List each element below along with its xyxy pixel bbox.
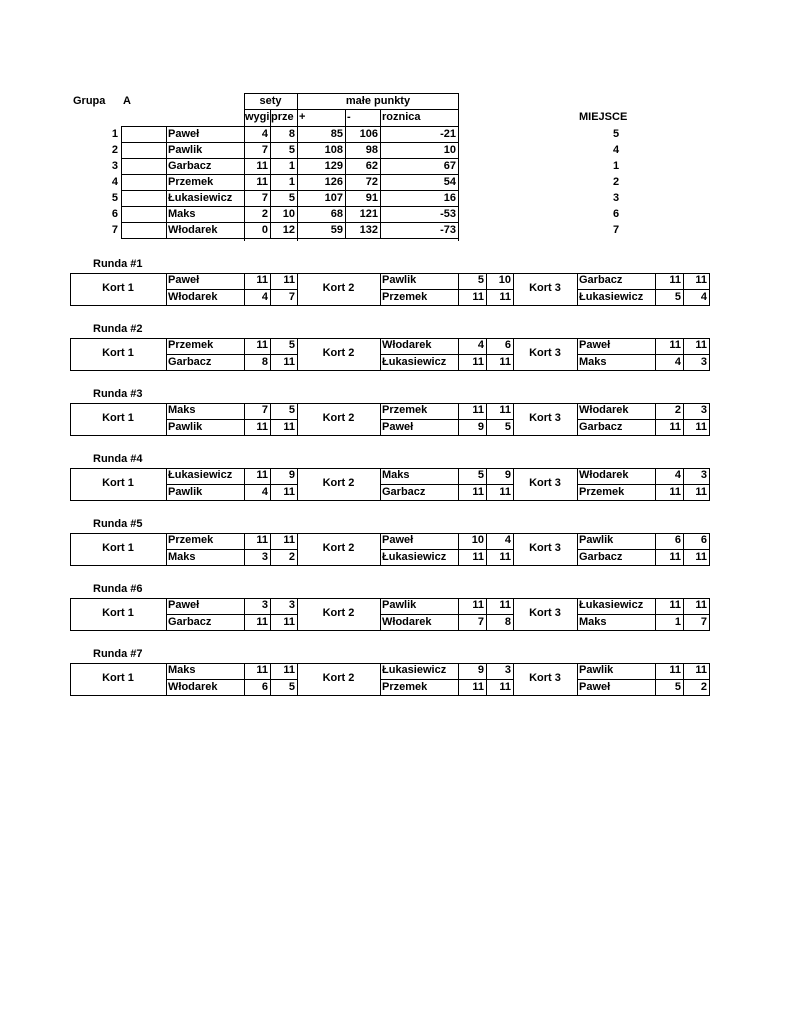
points-minus: 106	[359, 128, 378, 140]
sets-lost: 12	[282, 224, 295, 236]
set-score: 11	[499, 356, 511, 368]
grid-line	[166, 126, 167, 239]
match-player: Pawlik	[579, 534, 614, 546]
set-score: 8	[504, 616, 511, 628]
place-value: 3	[612, 192, 620, 204]
round-title: Runda #1	[93, 258, 143, 270]
court-label: Kort 3	[529, 672, 561, 684]
points-diff: 10	[443, 144, 456, 156]
set-score: 5	[477, 469, 484, 481]
court-label: Kort 1	[102, 477, 134, 489]
standing-number: 1	[111, 128, 118, 140]
court-label: Kort 1	[102, 282, 134, 294]
sets-won: 2	[261, 208, 268, 220]
set-score: 11	[695, 421, 707, 433]
points-diff: -73	[440, 224, 456, 236]
points-plus: 107	[324, 192, 343, 204]
set-score: 11	[669, 486, 681, 498]
set-score: 11	[283, 534, 295, 546]
set-score: 11	[472, 356, 484, 368]
match-player: Paweł	[382, 421, 414, 433]
points-plus: 108	[324, 144, 343, 156]
set-score: 11	[256, 664, 268, 676]
sets-lost: 8	[288, 128, 295, 140]
set-score: 11	[283, 486, 295, 498]
match-player: Maks	[168, 551, 196, 563]
set-score: 11	[472, 486, 484, 498]
sets-won: 11	[256, 160, 268, 172]
sets-won: 11	[256, 176, 268, 188]
match-player: Garbacz	[168, 616, 212, 628]
court-label: Kort 1	[102, 542, 134, 554]
court-label: Kort 1	[102, 347, 134, 359]
set-score: 11	[283, 616, 295, 628]
lost-header: prze	[271, 111, 294, 123]
set-score: 4	[700, 291, 707, 303]
grid-line	[121, 222, 459, 223]
sets-lost: 5	[288, 144, 295, 156]
set-score: 5	[674, 291, 681, 303]
set-score: 5	[288, 681, 295, 693]
plus-header: +	[299, 111, 306, 123]
match-player: Łukasiewicz	[579, 599, 644, 611]
match-player: Przemek	[382, 291, 428, 303]
points-minus: 98	[365, 144, 378, 156]
points-plus: 126	[324, 176, 343, 188]
set-score: 11	[695, 664, 707, 676]
round-title: Runda #6	[93, 583, 143, 595]
court-label: Kort 2	[322, 542, 355, 554]
set-score: 6	[261, 681, 268, 693]
match-player: Łukasiewicz	[382, 551, 447, 563]
points-minus: 91	[365, 192, 378, 204]
set-score: 4	[504, 534, 511, 546]
sets-lost: 10	[282, 208, 295, 220]
standing-number: 4	[111, 176, 118, 188]
set-score: 11	[472, 404, 484, 416]
court-label: Kort 2	[322, 412, 355, 424]
player-name: Maks	[168, 208, 196, 220]
grid-line	[121, 206, 459, 207]
grid-line	[709, 403, 710, 436]
match-player: Garbacz	[579, 551, 623, 563]
set-score: 4	[261, 291, 268, 303]
match-player: Garbacz	[579, 421, 623, 433]
grid-line	[121, 158, 459, 159]
match-player: Włodarek	[579, 404, 629, 416]
set-score: 11	[472, 551, 484, 563]
set-score: 11	[669, 421, 681, 433]
place-value: 1	[612, 160, 620, 172]
set-score: 3	[261, 599, 268, 611]
points-plus: 85	[330, 128, 343, 140]
set-score: 11	[256, 339, 268, 351]
set-score: 11	[283, 274, 295, 286]
group-name: A	[123, 95, 131, 107]
set-score: 3	[700, 404, 707, 416]
match-player: Paweł	[168, 599, 200, 611]
set-score: 3	[700, 356, 707, 368]
set-score: 9	[477, 421, 484, 433]
set-score: 7	[700, 616, 707, 628]
sets-header: sety	[259, 95, 282, 107]
set-score: 11	[256, 534, 268, 546]
match-player: Włodarek	[168, 681, 218, 693]
standing-number: 7	[111, 224, 118, 236]
match-player: Przemek	[579, 486, 625, 498]
set-score: 4	[261, 486, 268, 498]
match-player: Pawlik	[579, 664, 614, 676]
set-score: 9	[288, 469, 295, 481]
set-score: 11	[669, 551, 681, 563]
set-score: 4	[674, 469, 681, 481]
set-score: 5	[477, 274, 484, 286]
match-player: Paweł	[579, 681, 611, 693]
points-plus: 129	[324, 160, 343, 172]
set-score: 5	[288, 404, 295, 416]
set-score: 7	[261, 404, 268, 416]
set-score: 5	[288, 339, 295, 351]
match-player: Przemek	[382, 404, 428, 416]
set-score: 3	[288, 599, 295, 611]
set-score: 5	[674, 681, 681, 693]
set-score: 11	[256, 274, 268, 286]
match-player: Przemek	[382, 681, 428, 693]
sets-won: 7	[261, 192, 268, 204]
match-player: Garbacz	[382, 486, 426, 498]
court-label: Kort 1	[102, 412, 134, 424]
place-value: 5	[612, 128, 620, 140]
points-diff: 16	[443, 192, 456, 204]
set-score: 7	[477, 616, 484, 628]
player-name: Paweł	[168, 128, 200, 140]
sets-won: 4	[261, 128, 268, 140]
court-label: Kort 2	[322, 282, 355, 294]
match-player: Łukasiewicz	[382, 664, 447, 676]
match-player: Maks	[579, 356, 607, 368]
place-value: 7	[612, 224, 620, 236]
court-label: Kort 2	[322, 347, 355, 359]
set-score: 11	[499, 551, 511, 563]
grid-line	[121, 174, 459, 175]
standing-number: 6	[111, 208, 118, 220]
match-player: Włodarek	[168, 291, 218, 303]
set-score: 8	[261, 356, 268, 368]
court-label: Kort 3	[529, 477, 561, 489]
set-score: 11	[695, 339, 707, 351]
set-score: 9	[504, 469, 511, 481]
grid-line	[709, 468, 710, 501]
points-diff: -21	[440, 128, 456, 140]
set-score: 3	[261, 551, 268, 563]
court-label: Kort 3	[529, 347, 561, 359]
match-player: Maks	[382, 469, 410, 481]
grid-line	[709, 338, 710, 371]
court-label: Kort 3	[529, 412, 561, 424]
grid-line	[121, 142, 459, 143]
set-score: 11	[695, 599, 707, 611]
points-diff: 54	[443, 176, 456, 188]
grid-line	[709, 663, 710, 696]
set-score: 11	[499, 486, 511, 498]
place-header: MIEJSCE	[579, 111, 628, 123]
court-label: Kort 2	[322, 607, 355, 619]
set-score: 2	[674, 404, 681, 416]
court-label: Kort 1	[102, 672, 134, 684]
round-title: Runda #4	[93, 453, 143, 465]
match-player: Łukasiewicz	[382, 356, 447, 368]
set-score: 4	[674, 356, 681, 368]
match-player: Maks	[579, 616, 607, 628]
sets-won: 7	[261, 144, 268, 156]
set-score: 11	[283, 356, 295, 368]
set-score: 11	[472, 599, 484, 611]
court-label: Kort 2	[322, 672, 355, 684]
set-score: 10	[498, 274, 511, 286]
sets-lost: 1	[288, 160, 295, 172]
player-name: Przemek	[168, 176, 214, 188]
set-score: 11	[499, 291, 511, 303]
set-score: 2	[288, 551, 295, 563]
group-label: Grupa	[73, 95, 106, 107]
grid-line	[270, 109, 271, 126]
sets-won: 0	[261, 224, 268, 236]
match-player: Maks	[168, 404, 196, 416]
standing-number: 2	[111, 144, 118, 156]
match-player: Garbacz	[168, 356, 212, 368]
court-label: Kort 1	[102, 607, 134, 619]
set-score: 11	[669, 339, 681, 351]
match-player: Pawlik	[382, 599, 417, 611]
points-diff: 67	[443, 160, 456, 172]
match-player: Przemek	[168, 339, 214, 351]
grid-line	[121, 238, 459, 239]
sets-lost: 5	[288, 192, 295, 204]
points-minus: 121	[359, 208, 378, 220]
match-player: Maks	[168, 664, 196, 676]
set-score: 11	[256, 616, 268, 628]
set-score: 10	[471, 534, 484, 546]
standing-number: 3	[111, 160, 118, 172]
match-player: Przemek	[168, 534, 214, 546]
points-diff: -53	[440, 208, 456, 220]
set-score: 11	[669, 274, 681, 286]
round-title: Runda #7	[93, 648, 143, 660]
sets-lost: 1	[288, 176, 295, 188]
set-score: 6	[504, 339, 511, 351]
player-name: Pawlik	[168, 144, 203, 156]
place-value: 2	[612, 176, 620, 188]
small-points-header: małe punkty	[345, 95, 411, 107]
set-score: 11	[283, 664, 295, 676]
match-player: Łukasiewicz	[579, 291, 644, 303]
match-player: Pawlik	[168, 486, 203, 498]
points-minus: 132	[359, 224, 378, 236]
match-player: Pawlik	[382, 274, 417, 286]
court-label: Kort 3	[529, 607, 561, 619]
match-player: Garbacz	[579, 274, 623, 286]
court-label: Kort 2	[322, 477, 355, 489]
grid-line	[121, 126, 459, 127]
set-score: 11	[499, 404, 511, 416]
grid-line	[345, 126, 346, 239]
set-score: 9	[477, 664, 484, 676]
set-score: 4	[477, 339, 484, 351]
player-name: Włodarek	[168, 224, 218, 236]
round-title: Runda #3	[93, 388, 143, 400]
standing-number: 5	[111, 192, 118, 204]
points-plus: 59	[330, 224, 343, 236]
grid-line	[270, 126, 271, 239]
match-player: Paweł	[168, 274, 200, 286]
set-score: 11	[472, 681, 484, 693]
grid-line	[121, 190, 459, 191]
set-score: 11	[472, 291, 484, 303]
set-score: 7	[288, 291, 295, 303]
match-player: Włodarek	[382, 616, 432, 628]
grid-line	[709, 598, 710, 631]
match-player: Pawlik	[168, 421, 203, 433]
points-minus: 62	[365, 160, 378, 172]
set-score: 1	[674, 616, 681, 628]
set-score: 6	[700, 534, 707, 546]
set-score: 11	[256, 421, 268, 433]
set-score: 11	[499, 681, 511, 693]
points-minus: 72	[365, 176, 378, 188]
match-player: Włodarek	[382, 339, 432, 351]
match-player: Paweł	[579, 339, 611, 351]
set-score: 11	[669, 664, 681, 676]
set-score: 3	[700, 469, 707, 481]
grid-line	[380, 126, 381, 239]
won-header: wygi	[245, 111, 270, 123]
player-name: Łukasiewicz	[168, 192, 233, 204]
grid-line	[345, 109, 346, 126]
diff-header: roznica	[382, 111, 421, 123]
player-name: Garbacz	[168, 160, 212, 172]
set-score: 6	[674, 534, 681, 546]
grid-line	[709, 273, 710, 306]
set-score: 11	[695, 486, 707, 498]
round-title: Runda #2	[93, 323, 143, 335]
set-score: 11	[669, 599, 681, 611]
set-score: 3	[504, 664, 511, 676]
round-title: Runda #5	[93, 518, 143, 530]
set-score: 11	[499, 599, 511, 611]
minus-header: -	[347, 111, 351, 123]
grid-line	[380, 109, 381, 126]
place-value: 6	[612, 208, 620, 220]
set-score: 11	[256, 469, 268, 481]
points-plus: 68	[330, 208, 343, 220]
place-value: 4	[612, 144, 620, 156]
court-label: Kort 3	[529, 282, 561, 294]
court-label: Kort 3	[529, 542, 561, 554]
match-player: Łukasiewicz	[168, 469, 233, 481]
set-score: 11	[283, 421, 295, 433]
match-player: Włodarek	[579, 469, 629, 481]
grid-line	[121, 126, 122, 239]
set-score: 5	[504, 421, 511, 433]
set-score: 11	[695, 274, 707, 286]
set-score: 2	[700, 681, 707, 693]
match-player: Paweł	[382, 534, 414, 546]
set-score: 11	[695, 551, 707, 563]
grid-line	[709, 533, 710, 566]
